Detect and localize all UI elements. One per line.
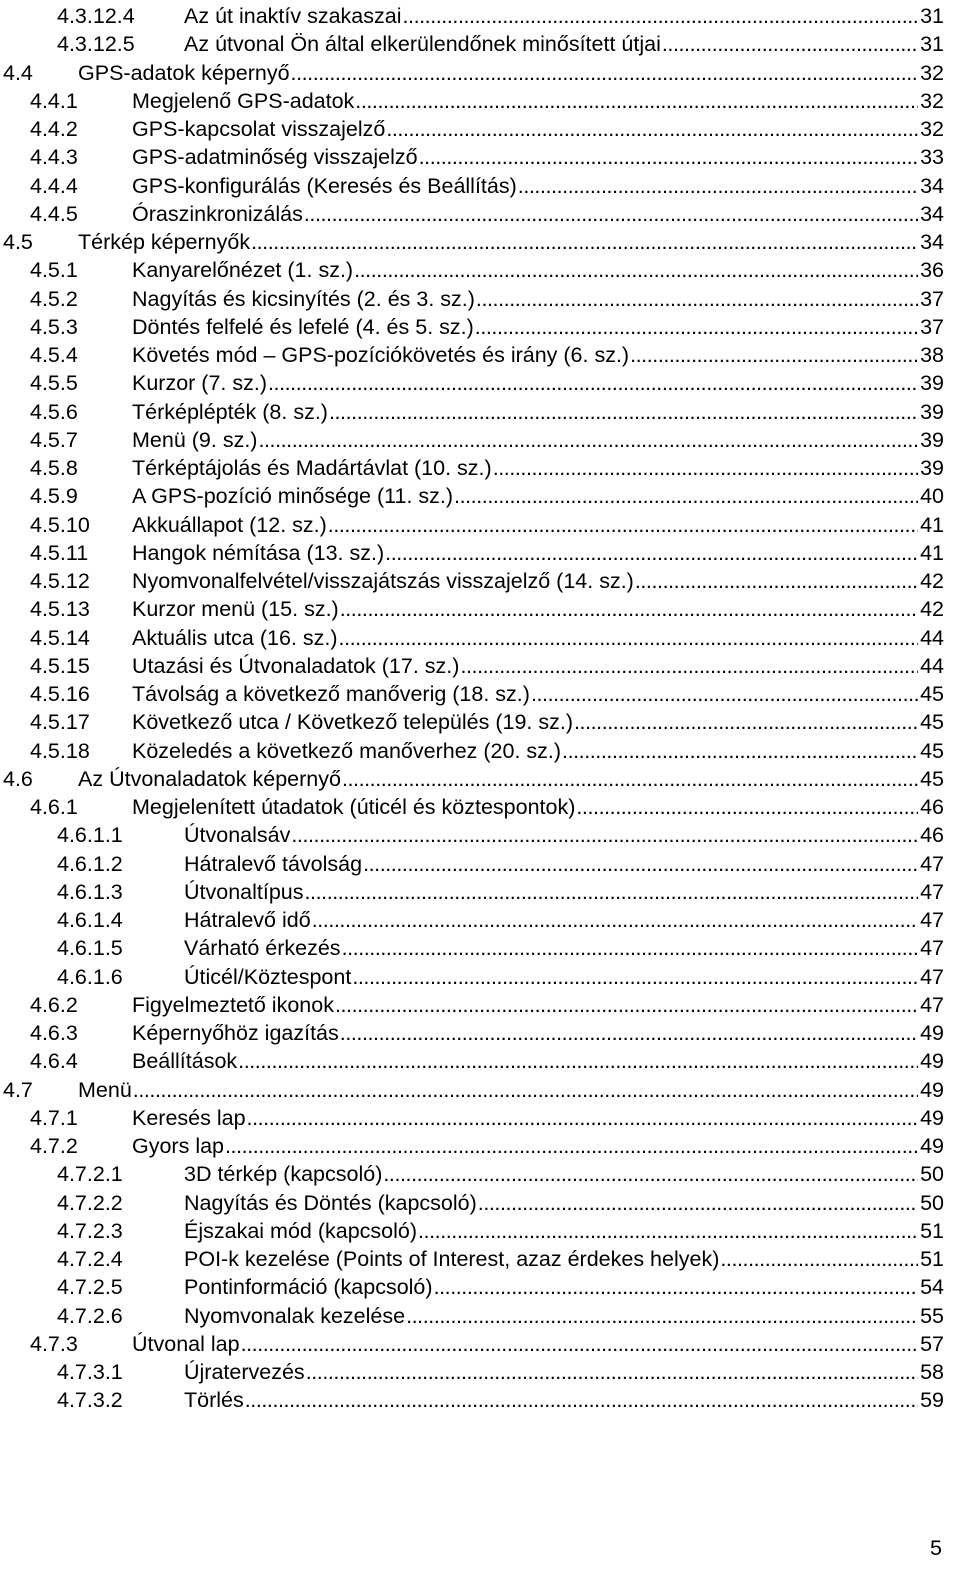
toc-dot-leader (386, 115, 918, 143)
toc-entry-page: 41 (920, 540, 944, 565)
toc-dot-leader (306, 1358, 918, 1386)
toc-dot-leader (574, 708, 918, 736)
toc-entry-number: 4.7.3.2 (57, 1388, 123, 1413)
toc-entry-page: 49 (920, 1077, 944, 1102)
toc-dot-leader (312, 906, 918, 934)
toc-entry-title: Pontinformáció (kapcsoló) (184, 1275, 433, 1300)
toc-entry-page: 45 (920, 710, 944, 735)
toc-entry-number: 4.5.13 (30, 597, 90, 622)
toc-entry-title: Közeledés a következő manőverhez (20. sz.) (132, 738, 562, 763)
toc-entry-page: 32 (920, 117, 944, 141)
toc-entry[interactable] (57, 963, 944, 991)
toc-dot-leader (291, 59, 919, 87)
toc-entry-number: 4.5.5 (30, 371, 78, 396)
toc-entry-number: 4.5.7 (30, 427, 78, 452)
toc-dot-leader (342, 765, 918, 793)
toc-entry-title: Az Útvonaladatok képernyő (78, 766, 341, 791)
toc-dot-leader (328, 511, 918, 539)
toc-entry-page: 36 (920, 258, 944, 283)
toc-entry[interactable] (57, 30, 944, 58)
toc-entry[interactable] (30, 172, 944, 200)
toc-entry-number: 4.5.9 (30, 484, 78, 509)
toc-dot-leader (562, 737, 918, 765)
toc-dot-leader (635, 567, 918, 595)
toc-dot-leader (305, 878, 919, 906)
toc-entry-number: 4.6.1.3 (57, 879, 123, 904)
toc-entry-page: 50 (920, 1162, 944, 1187)
toc-entry-number: 4.7.2.6 (57, 1303, 123, 1328)
toc-entry-page: 46 (920, 795, 944, 819)
toc-dot-leader (454, 482, 918, 510)
toc-dot-leader (406, 1302, 918, 1330)
toc-entry[interactable] (30, 369, 944, 397)
toc-entry-page: 32 (920, 88, 944, 113)
toc-entry[interactable] (57, 1386, 944, 1414)
toc-entry[interactable] (30, 595, 944, 623)
toc-entry[interactable] (30, 426, 944, 454)
toc-entry-page: 39 (920, 456, 944, 480)
toc-entry-page: 32 (920, 60, 944, 85)
toc-entry-number: 4.6.1.4 (57, 908, 123, 932)
toc-entry[interactable] (30, 1330, 944, 1358)
toc-entry[interactable] (30, 1104, 944, 1132)
toc-dot-leader (133, 1076, 918, 1104)
toc-entry-page: 31 (920, 32, 944, 57)
toc-entry[interactable] (57, 1160, 944, 1188)
toc-entry-page: 59 (920, 1388, 944, 1413)
toc-entry[interactable] (57, 1273, 944, 1301)
toc-entry[interactable] (30, 567, 944, 595)
toc-entry-page: 34 (920, 201, 944, 226)
toc-entry-number: 4.7 (3, 1077, 33, 1102)
toc-entry-title: Figyelmeztető ikonok (132, 992, 334, 1017)
toc-dot-leader (268, 369, 918, 397)
toc-entry[interactable] (57, 1189, 944, 1217)
toc-entry-number: 4.4.3 (30, 145, 78, 170)
toc-entry[interactable] (57, 821, 944, 849)
toc-entry-page: 57 (920, 1331, 944, 1356)
toc-entry-number: 4.3.12.4 (57, 4, 135, 28)
toc-entry-title: Várható érkezés (184, 936, 341, 961)
toc-dot-leader (340, 595, 918, 623)
toc-entry-page: 39 (920, 427, 944, 452)
toc-dot-leader (493, 454, 918, 482)
toc-entry[interactable] (57, 1217, 944, 1245)
toc-entry-number: 4.5 (3, 230, 33, 254)
toc-entry-title: Megjelenített útadatok (úticél és köztespontok) (132, 795, 576, 819)
toc-entry[interactable] (57, 934, 944, 962)
toc-entry-title: Menü (78, 1077, 132, 1102)
toc-entry-title: Hátralevő idő (184, 908, 311, 932)
toc-entry[interactable] (57, 1302, 944, 1330)
toc-entry-title: Utazási és Útvonaladatok (17. sz.) (132, 653, 460, 678)
toc-entry-title: Követés mód – GPS-pozíciókövetés és irány (6. sz.) (132, 343, 630, 367)
toc-entry-page: 34 (920, 230, 944, 254)
toc-dot-leader (340, 1019, 918, 1047)
toc-entry-number: 4.5.15 (30, 653, 90, 678)
toc-dot-leader (518, 172, 918, 200)
toc-entry-page: 39 (920, 371, 944, 396)
toc-entry-page: 37 (920, 286, 944, 311)
toc-entry-page: 41 (920, 512, 944, 537)
toc-entry[interactable] (57, 850, 944, 878)
toc-entry-number: 4.7.2.2 (57, 1190, 123, 1215)
toc-entry[interactable] (3, 1076, 944, 1104)
toc-dot-leader (460, 652, 918, 680)
toc-dot-leader (251, 228, 918, 256)
toc-entry-title: Úticél/Köztespont (184, 964, 352, 989)
toc-dot-leader (342, 934, 919, 962)
toc-dot-leader (418, 1217, 918, 1245)
toc-entry-page: 42 (920, 569, 944, 593)
toc-entry[interactable] (30, 200, 944, 228)
toc-entry-title: Útvonalsáv (184, 823, 291, 848)
toc-entry-number: 4.7.3.1 (57, 1360, 123, 1384)
toc-entry-number: 4.4.5 (30, 201, 78, 226)
toc-dot-leader (662, 30, 918, 58)
toc-entry-page: 44 (920, 625, 944, 650)
toc-entry-title: Térkép képernyők (78, 230, 251, 254)
toc-entry-page: 45 (920, 738, 944, 763)
toc-entry-title: Gyors lap (132, 1134, 225, 1158)
toc-entry-number: 4.7.1 (30, 1105, 78, 1130)
toc-entry-page: 47 (920, 936, 944, 961)
toc-entry-number: 4.5.6 (30, 399, 78, 424)
toc-entry-page: 38 (920, 343, 944, 367)
toc-entry-number: 4.5.8 (30, 456, 78, 480)
toc-entry[interactable] (57, 906, 944, 934)
toc-entry-title: Újratervezés (184, 1360, 305, 1384)
toc-entry-title: Nyomvonalfelvétel/visszajátszás visszajelző (14. sz.) (132, 569, 634, 593)
toc-entry-title: Megjelenő GPS-adatok (132, 88, 355, 113)
toc-entry[interactable] (57, 1358, 944, 1386)
toc-entry-number: 4.6.1.2 (57, 851, 123, 876)
toc-dot-leader (335, 991, 918, 1019)
toc-dot-leader (402, 2, 918, 30)
toc-dot-leader (241, 1330, 919, 1358)
toc-entry-page: 39 (920, 399, 944, 424)
toc-entry-title: Kurzor menü (15. sz.) (132, 597, 339, 622)
toc-entry-title: Beállítások (132, 1049, 238, 1074)
toc-dot-leader (478, 1189, 918, 1217)
toc-entry[interactable] (30, 454, 944, 482)
toc-dot-leader (238, 1047, 918, 1075)
toc-entry-number: 4.6.4 (30, 1049, 78, 1074)
toc-entry-page: 33 (920, 145, 944, 170)
toc-entry-number: 4.7.2.1 (57, 1162, 123, 1187)
toc-entry-title: Távolság a következő manőverig (18. sz.) (132, 682, 530, 706)
toc-dot-leader (258, 426, 918, 454)
toc-entry[interactable] (57, 2, 944, 30)
toc-entry[interactable] (3, 59, 944, 87)
toc-entry-title: Nagyítás és Döntés (kapcsoló) (184, 1190, 477, 1215)
toc-entry-title: Hangok némítása (13. sz.) (132, 540, 385, 565)
toc-entry-number: 4.6.1 (30, 795, 78, 819)
toc-entry[interactable] (30, 87, 944, 115)
toc-dot-leader (329, 398, 918, 426)
toc-entry-title: Térképtájolás és Madártávlat (10. sz.) (132, 456, 492, 480)
toc-entry[interactable] (30, 737, 944, 765)
toc-entry-page: 45 (920, 682, 944, 706)
toc-entry-number: 4.6 (3, 766, 33, 791)
toc-entry-title: Keresés lap (132, 1105, 246, 1130)
toc-entry-number: 4.6.2 (30, 992, 78, 1017)
toc-entry-title: POI-k kezelése (Points of Interest, azaz érdekes helyek) (184, 1247, 720, 1271)
toc-entry-number: 4.3.12.5 (57, 32, 135, 57)
toc-entry-number: 4.5.2 (30, 286, 78, 311)
toc-entry[interactable] (30, 991, 944, 1019)
toc-entry-number: 4.4.4 (30, 173, 78, 198)
toc-entry[interactable] (30, 539, 944, 567)
toc-dot-leader (475, 313, 918, 341)
toc-entry-number: 4.6.1.1 (57, 823, 123, 848)
toc-entry-title: GPS-konfigurálás (Keresés és Beállítás) (132, 173, 517, 198)
toc-entry[interactable] (3, 765, 944, 793)
toc-entry-page: 47 (920, 964, 944, 989)
toc-entry-number: 4.4.1 (30, 88, 78, 113)
toc-entry[interactable] (57, 1245, 944, 1273)
toc-dot-leader (630, 341, 918, 369)
toc-entry-page: 40 (920, 484, 944, 509)
toc-entry-title: Döntés felfelé és lefelé (4. és 5. sz.) (132, 314, 474, 339)
toc-entry-page: 44 (920, 653, 944, 678)
toc-entry[interactable] (30, 708, 944, 736)
toc-entry-number: 4.7.2.5 (57, 1275, 123, 1300)
toc-entry-number: 4.5.4 (30, 343, 78, 367)
toc-entry[interactable] (30, 482, 944, 510)
toc-entry[interactable] (30, 511, 944, 539)
toc-entry-page: 31 (920, 4, 944, 28)
toc-dot-leader (476, 285, 918, 313)
toc-dot-leader (247, 1104, 919, 1132)
toc-entry[interactable] (30, 398, 944, 426)
toc-entry-page: 49 (920, 1134, 944, 1158)
toc-dot-leader (339, 624, 919, 652)
toc-dot-leader (304, 200, 918, 228)
toc-entry[interactable] (30, 652, 944, 680)
toc-dot-leader (245, 1386, 918, 1414)
toc-dot-leader (385, 539, 918, 567)
toc-entry-title: Menü (9. sz.) (132, 427, 258, 452)
toc-entry[interactable] (3, 228, 944, 256)
toc-entry-page: 54 (920, 1275, 944, 1300)
toc-entry-title: Térképlépték (8. sz.) (132, 399, 328, 424)
toc-dot-leader (419, 143, 918, 171)
toc-entry-title: GPS-adatok képernyő (78, 60, 290, 85)
toc-entry-page: 42 (920, 597, 944, 622)
toc-entry[interactable] (30, 1047, 944, 1075)
toc-dot-leader (225, 1132, 918, 1160)
toc-entry-page: 47 (920, 908, 944, 932)
toc-entry-title: Az útvonal Ön által elkerülendőnek minősített útjai (184, 32, 661, 57)
toc-dot-leader (352, 963, 918, 991)
toc-entry-page: 46 (920, 823, 944, 848)
toc-entry-page: 47 (920, 879, 944, 904)
toc-dot-leader (291, 821, 918, 849)
toc-entry-number: 4.5.18 (30, 738, 90, 763)
toc-entry-page: 45 (920, 766, 944, 791)
toc-entry-number: 4.7.3 (30, 1331, 78, 1356)
toc-entry-title: GPS-kapcsolat visszajelző (132, 117, 386, 141)
toc-entry-page: 49 (920, 1049, 944, 1074)
toc-entry[interactable] (30, 143, 944, 171)
toc-entry-title: Hátralevő távolság (184, 851, 363, 876)
toc-entry[interactable] (30, 256, 944, 284)
toc-entry[interactable] (30, 115, 944, 143)
toc-entry-page: 49 (920, 1021, 944, 1045)
toc-entry-number: 4.5.17 (30, 710, 90, 735)
toc-entry-title: Nagyítás és kicsinyítés (2. és 3. sz.) (132, 286, 475, 311)
toc-entry[interactable] (30, 1132, 944, 1160)
toc-entry[interactable] (30, 680, 944, 708)
toc-entry-number: 4.6.3 (30, 1021, 78, 1045)
toc-entry-number: 4.7.2 (30, 1134, 78, 1158)
page-number: 5 (930, 1536, 942, 1560)
toc-entry-number: 4.5.11 (30, 540, 89, 565)
toc-entry-title: Éjszakai mód (kapcsoló) (184, 1218, 418, 1243)
toc-entry-page: 47 (920, 992, 944, 1017)
toc-entry-title: Akkuállapot (12. sz.) (132, 512, 327, 537)
toc-entry-number: 4.7.2.4 (57, 1247, 123, 1271)
toc-entry-title: Útvonal lap (132, 1331, 240, 1356)
toc-entry-title: Aktuális utca (16. sz.) (132, 625, 338, 650)
toc-entry-title: Kanyarelőnézet (1. sz.) (132, 258, 354, 283)
toc-dot-leader (720, 1245, 918, 1273)
toc-entry-title: Óraszinkronizálás (132, 201, 303, 226)
toc-entry-title: Következő utca / Következő település (19. sz.) (132, 710, 573, 735)
toc-entry-title: Képernyőhöz igazítás (132, 1021, 339, 1045)
toc-entry-title: Törlés (184, 1388, 244, 1413)
toc-entry[interactable] (30, 313, 944, 341)
toc-entry-number: 4.6.1.5 (57, 936, 123, 961)
toc-entry-number: 4.5.1 (30, 258, 78, 283)
toc-entry-page: 55 (920, 1303, 944, 1328)
toc-entry-title: Az út inaktív szakaszai (184, 4, 402, 28)
toc-entry[interactable] (30, 1019, 944, 1047)
toc-dot-leader (355, 87, 918, 115)
toc-dot-leader (531, 680, 918, 708)
toc-entry-number: 4.6.1.6 (57, 964, 123, 989)
toc-entry-number: 4.7.2.3 (57, 1218, 123, 1243)
toc-entry-title: Kurzor (7. sz.) (132, 371, 267, 396)
toc-entry-page: 51 (920, 1247, 944, 1271)
toc-entry[interactable] (30, 285, 944, 313)
toc-entry-title: A GPS-pozíció minősége (11. sz.) (132, 484, 454, 509)
toc-dot-leader (576, 793, 918, 821)
toc-entry-number: 4.4 (3, 60, 33, 85)
toc-entry-number: 4.4.2 (30, 117, 78, 141)
toc-entry-page: 47 (920, 851, 944, 876)
toc-entry-number: 4.5.10 (30, 512, 90, 537)
toc-entry[interactable] (30, 624, 944, 652)
toc-entry-number: 4.5.14 (30, 625, 90, 650)
toc-entry-title: 3D térkép (kapcsoló) (184, 1162, 383, 1187)
toc-entry-page: 34 (920, 173, 944, 198)
toc-entry[interactable] (57, 878, 944, 906)
toc-dot-leader (383, 1160, 918, 1188)
toc-dot-leader (434, 1273, 919, 1301)
toc-entry[interactable] (30, 793, 944, 821)
toc-entry-number: 4.5.12 (30, 569, 90, 593)
toc-entry-title: Útvonaltípus (184, 879, 304, 904)
toc-entry-title: GPS-adatminőség visszajelző (132, 145, 418, 170)
toc-entry-page: 37 (920, 314, 944, 339)
toc-entry-number: 4.5.16 (30, 682, 90, 706)
toc-entry-page: 49 (920, 1105, 944, 1130)
toc-entry-page: 51 (920, 1218, 944, 1243)
toc-dot-leader (363, 850, 918, 878)
toc-entry-page: 50 (920, 1190, 944, 1215)
toc-entry-title: Nyomvonalak kezelése (184, 1303, 406, 1328)
toc-entry[interactable] (30, 341, 944, 369)
toc-entry-number: 4.5.3 (30, 314, 78, 339)
toc-entry-page: 58 (920, 1360, 944, 1384)
toc-dot-leader (354, 256, 918, 284)
